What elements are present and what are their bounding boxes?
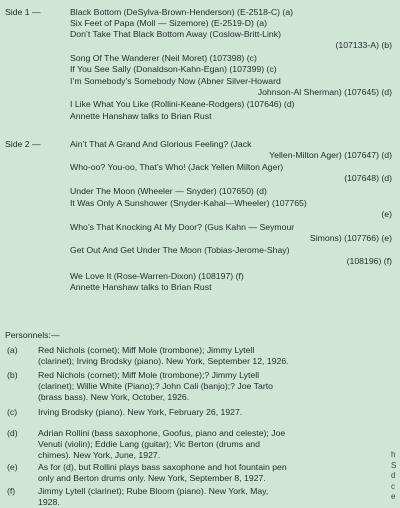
- side-2-track: [70, 271, 392, 282]
- track-title: Six Feet of Papa (Moll — Sizemore) (E-2519-D) (a): [70, 18, 267, 28]
- side-2-track: [70, 162, 392, 184]
- track-title: Ain’t That A Grand And Glorious Feeling? (Jack: [70, 139, 252, 149]
- side-1-track: [70, 111, 392, 122]
- personnel-line: (clarinet); Willie White (Piano);? John Cali (banjo);? Joe Tarto: [38, 380, 273, 391]
- track-credit: Johnson-Al Sherman) (107645) (d): [257, 86, 392, 97]
- edge-fragment: c: [391, 481, 395, 491]
- track-title: Don’t Take That Black Bottom Away (Coslow-Britt-Link): [70, 29, 281, 39]
- edge-fragment-text: [391, 450, 400, 503]
- track-title: Who-oo? You-oo, That’s Who! (Jack Yellen Milton Ager): [70, 162, 284, 172]
- personnel-line: only and Berton drums only. New York, September 8, 1927.: [38, 472, 266, 483]
- side-1-track: [70, 64, 392, 75]
- track-title: Who’s That Knocking At My Door? (Gus Kahn — Seymour: [70, 222, 295, 232]
- personnel-line: Red Nichols (cornet); Miff Mole (trombone); Jimmy Lytell: [38, 345, 255, 355]
- personnel-entry: [38, 345, 393, 367]
- personnel-entry: [38, 428, 393, 461]
- track-credit: Simons) (107766) (e): [309, 232, 392, 243]
- side-1-track: [70, 53, 392, 64]
- side-2-track: [70, 139, 392, 161]
- personnel-entry: [38, 486, 393, 508]
- track-title: If You See Sally (Donaldson-Kahn-Egan) (107399) (c): [70, 64, 277, 74]
- track-title: It Was Only A Sunshower (Snyder-Kahal—Wheeler) (107765): [70, 198, 307, 208]
- personnel-mark: (c): [7, 407, 18, 417]
- personnel-line: (brass bass). New York, October, 1926.: [38, 391, 190, 402]
- side-2-track: [70, 186, 392, 197]
- personnel-mark: (d): [7, 428, 18, 438]
- personnel-line: Adrian Rollini (bass saxophone, Goofus, piano and celeste); Joe: [38, 428, 286, 438]
- side-2-track: [70, 198, 392, 220]
- personnel-line: Venuti (violin); Eddie Lang (guitar); Vic Berton (drums and: [38, 438, 260, 449]
- side-1-track: [70, 29, 392, 51]
- track-credit: (108196) (f): [346, 255, 392, 266]
- personnel-line: (clarinet); Irving Brodsky (piano). New York, September 12, 1926.: [38, 355, 289, 366]
- track-credit: (107648) (d): [344, 172, 392, 183]
- track-title: Song Of The Wanderer (Neil Moret) (107398) (c): [70, 53, 257, 63]
- track-credit: Yellen-Milton Ager) (107647) (d): [269, 149, 392, 160]
- side-1-label: Side 1 —: [5, 7, 41, 17]
- personnel-line: chimes). New York, June, 1927.: [38, 449, 161, 460]
- track-title: Black Bottom (DeSylva-Brown-Henderson) (E-2518-C) (a): [70, 7, 294, 17]
- side-1-track: [70, 99, 392, 110]
- track-title: Annette Hanshaw talks to Brian Rust: [70, 282, 212, 292]
- personnel-line: As for (d), but Rollini plays bass saxophone and hot fountain pen: [38, 462, 287, 472]
- side-1-track: [70, 18, 392, 29]
- track-title: I Like What You Like (Rollini-Keane-Rodgers) (107646) (d): [70, 99, 295, 109]
- personnel-line: Red Nichols (cornet); Miff Mole (trombone);? Jimmy Lytell: [38, 370, 260, 380]
- track-title: We Love It (Rose-Warren-Dixon) (108197) (f): [70, 271, 244, 281]
- track-title: I’m Somebody’s Somebody Now (Abner Silver-Howard: [70, 76, 281, 86]
- edge-fragment: h: [391, 450, 396, 459]
- track-title: Get Out And Get Under The Moon (Tobias-Jerome-Shay): [70, 245, 290, 255]
- personnel-entry: [38, 370, 393, 403]
- personnel-mark: (e): [7, 462, 18, 472]
- edge-fragment: e: [391, 492, 396, 501]
- personnel-line: Irving Brodsky (piano). New York, February 26, 1927.: [38, 407, 243, 417]
- personnel-mark: (f): [7, 486, 16, 496]
- personnel-entry: [38, 407, 393, 418]
- side-2-track: [70, 222, 392, 244]
- personnel-line: Jimmy Lytell (clarinet); Rube Bloom (piano). New York, May,: [38, 486, 269, 496]
- personnel-line: 1928.: [38, 496, 60, 507]
- personnel-mark: (a): [7, 345, 18, 355]
- personnel-entry: [38, 462, 393, 484]
- personnels-heading: Personnels:—: [5, 330, 60, 340]
- side-1-track: [70, 76, 392, 98]
- side-2-label: Side 2 —: [5, 139, 41, 149]
- track-credit: (e): [381, 208, 392, 219]
- edge-fragment: S: [391, 460, 397, 470]
- track-title: Under The Moon (Wheeler — Snyder) (107650) (d): [70, 186, 267, 196]
- track-title: Annette Hanshaw talks to Brian Rust: [70, 111, 212, 121]
- side-2-track: [70, 282, 392, 293]
- side-2-track: [70, 245, 392, 267]
- track-credit: (107133-A) (b): [335, 39, 392, 50]
- personnel-mark: (b): [7, 370, 18, 380]
- side-1-track: [70, 7, 392, 18]
- edge-fragment: d: [391, 471, 396, 480]
